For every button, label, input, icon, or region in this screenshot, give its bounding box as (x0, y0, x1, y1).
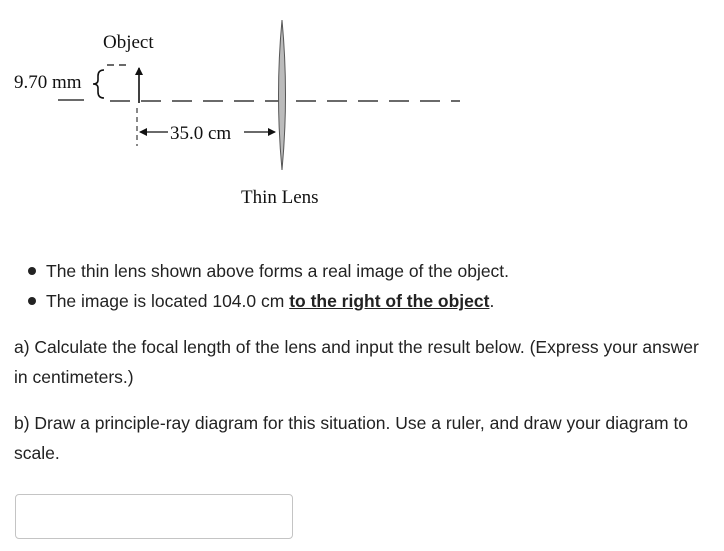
question-a: a) Calculate the focal length of the lens and input the result below. (Express your answer in centimeters.) (14, 337, 699, 387)
distance-label: 35.0 cm (170, 123, 232, 144)
bullet-image-location (14, 286, 714, 316)
problem-text (14, 256, 714, 468)
bullet-list (14, 256, 714, 316)
image-location-period: . (489, 291, 495, 311)
lens-label: Thin Lens (241, 187, 319, 208)
lens-diagram (0, 0, 480, 225)
object-label: Object (103, 32, 154, 53)
thin-lens (279, 20, 286, 170)
image-location-text: The image is located 104.0 cm (46, 291, 290, 311)
bullet-real-image: The thin lens shown above forms a real image of the object. (14, 256, 714, 286)
height-brace (93, 70, 104, 98)
image-location-emphasis: to the right of the object (289, 291, 490, 311)
object-height-label: 9.70 mm (14, 72, 82, 93)
question-b: b) Draw a principle-ray diagram for this situation. Use a ruler, and draw your diagram to scale. (14, 413, 689, 463)
answer-input[interactable] (15, 494, 293, 539)
